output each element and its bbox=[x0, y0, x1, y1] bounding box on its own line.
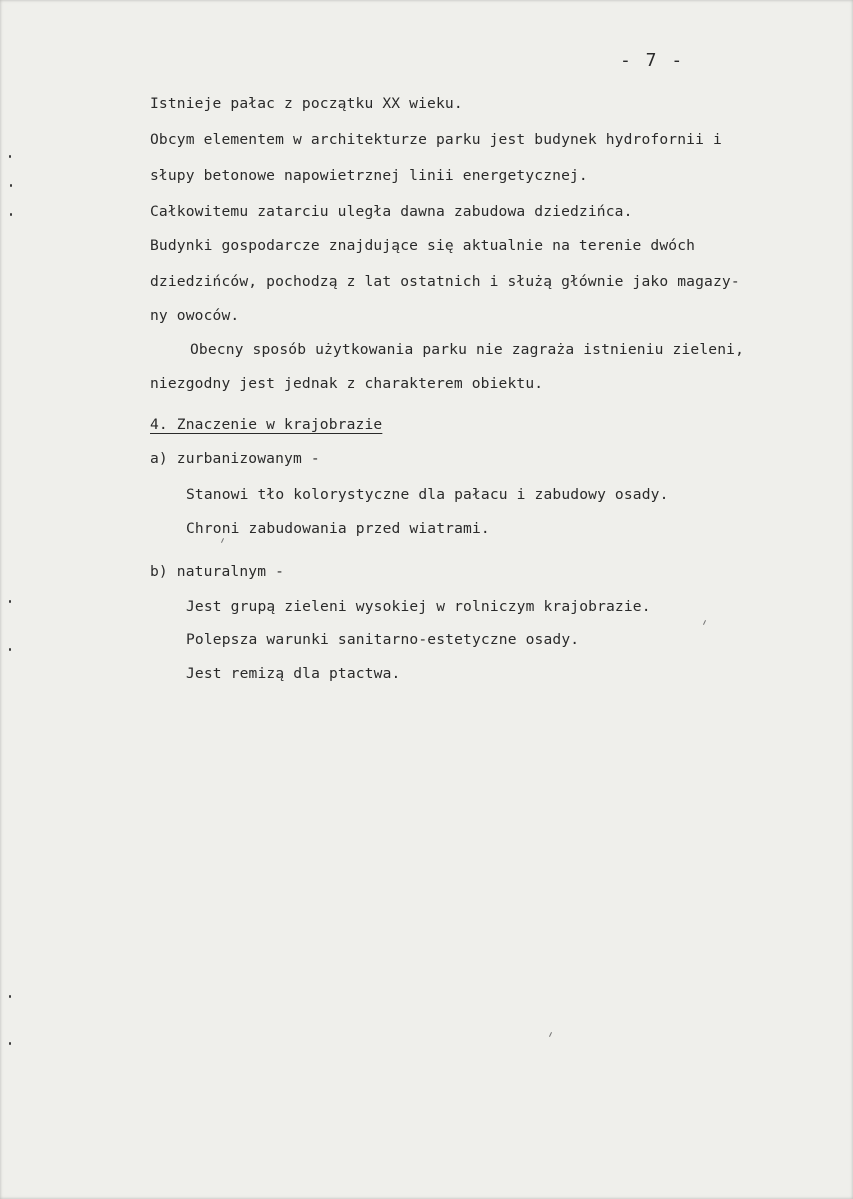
text-line: Obcym elementem w architekturze parku jest budynek hydrofornii i bbox=[150, 131, 722, 148]
punch-mark bbox=[10, 184, 12, 187]
paper-speck bbox=[703, 620, 706, 625]
paper-speck bbox=[221, 538, 224, 543]
list-item: Jest grupą zieleni wysokiej w rolniczym krajobrazie. bbox=[186, 598, 651, 615]
text-line: słupy betonowe napowietrznej linii energetycznej. bbox=[150, 167, 588, 184]
text-line: niezgodny jest jednak z charakterem obiektu. bbox=[150, 375, 544, 392]
punch-mark bbox=[10, 213, 12, 216]
text-line: dziedzińców, pochodzą z lat ostatnich i służą głównie jako magazy- bbox=[150, 273, 740, 290]
list-item: Jest remizą dla ptactwa. bbox=[186, 665, 401, 682]
punch-mark bbox=[9, 995, 11, 998]
punch-mark bbox=[9, 155, 11, 158]
list-item: Stanowi tło kolorystyczne dla pałacu i zabudowy osady. bbox=[186, 486, 669, 503]
page-number: - 7 - bbox=[620, 50, 685, 71]
text-line: ny owoców. bbox=[150, 307, 240, 324]
section-heading: 4. Znaczenie w krajobrazie bbox=[150, 416, 383, 433]
list-label: a) zurbanizowanym - bbox=[150, 450, 320, 467]
text-line: Obecny sposób użytkowania parku nie zagraża istnieniu zieleni, bbox=[190, 341, 745, 358]
punch-mark bbox=[9, 648, 11, 651]
list-label: b) naturalnym - bbox=[150, 563, 285, 580]
text-line: Budynki gospodarcze znajdujące się aktualnie na terenie dwóch bbox=[150, 237, 696, 254]
paper-speck bbox=[549, 1032, 552, 1037]
punch-mark bbox=[9, 600, 11, 603]
punch-mark bbox=[9, 1042, 11, 1045]
text-line: Istnieje pałac z początku XX wieku. bbox=[150, 95, 463, 112]
list-item: Chroni zabudowania przed wiatrami. bbox=[186, 520, 490, 537]
list-item: Polepsza warunki sanitarno-estetyczne osady. bbox=[186, 631, 580, 648]
text-line: Całkowitemu zatarciu uległa dawna zabudowa dziedzińca. bbox=[150, 203, 633, 220]
